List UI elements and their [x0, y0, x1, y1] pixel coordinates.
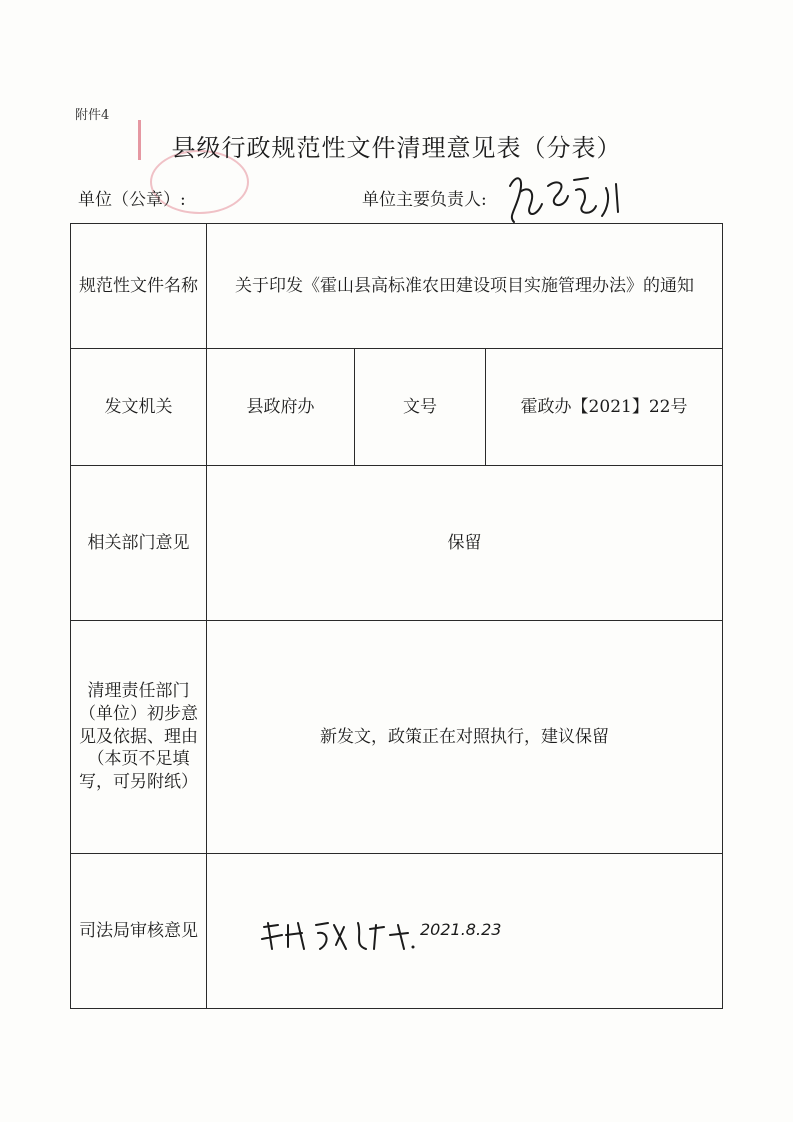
doc-no-label: 文号: [355, 349, 486, 466]
issuer-value: 县政府办: [207, 349, 355, 466]
dept-opinion-value: 保留: [207, 466, 723, 621]
doc-name-label: 规范性文件名称: [71, 224, 207, 349]
attachment-label: 附件4: [75, 108, 110, 123]
doc-name-value: 关于印发《霍山县高标准农田建设项目实施管理办法》的通知: [207, 224, 723, 349]
doc-no-value: 霍政办【2021】22号: [486, 349, 723, 466]
unit-label: 单位（公章）:: [78, 190, 186, 210]
review-form-table: [70, 223, 723, 1009]
justice-handwritten-opinion: [258, 915, 418, 955]
justice-review-label: 司法局审核意见: [71, 854, 207, 1009]
cleanup-opinion-label: 清理责任部门（单位）初步意见及依据、理由（本页不足填写，可另附纸）: [71, 621, 207, 854]
dept-opinion-label: 相关部门意见: [71, 466, 207, 621]
cleanup-opinion-value: 新发文，政策正在对照执行，建议保留: [207, 621, 723, 854]
leader-signature: [502, 166, 632, 226]
issuer-label: 发文机关: [71, 349, 207, 466]
leader-label: 单位主要负责人:: [362, 190, 487, 210]
justice-review-date: 2021.8.23: [420, 920, 502, 939]
page-title: 县级行政规范性文件清理意见表（分表）: [171, 134, 622, 162]
